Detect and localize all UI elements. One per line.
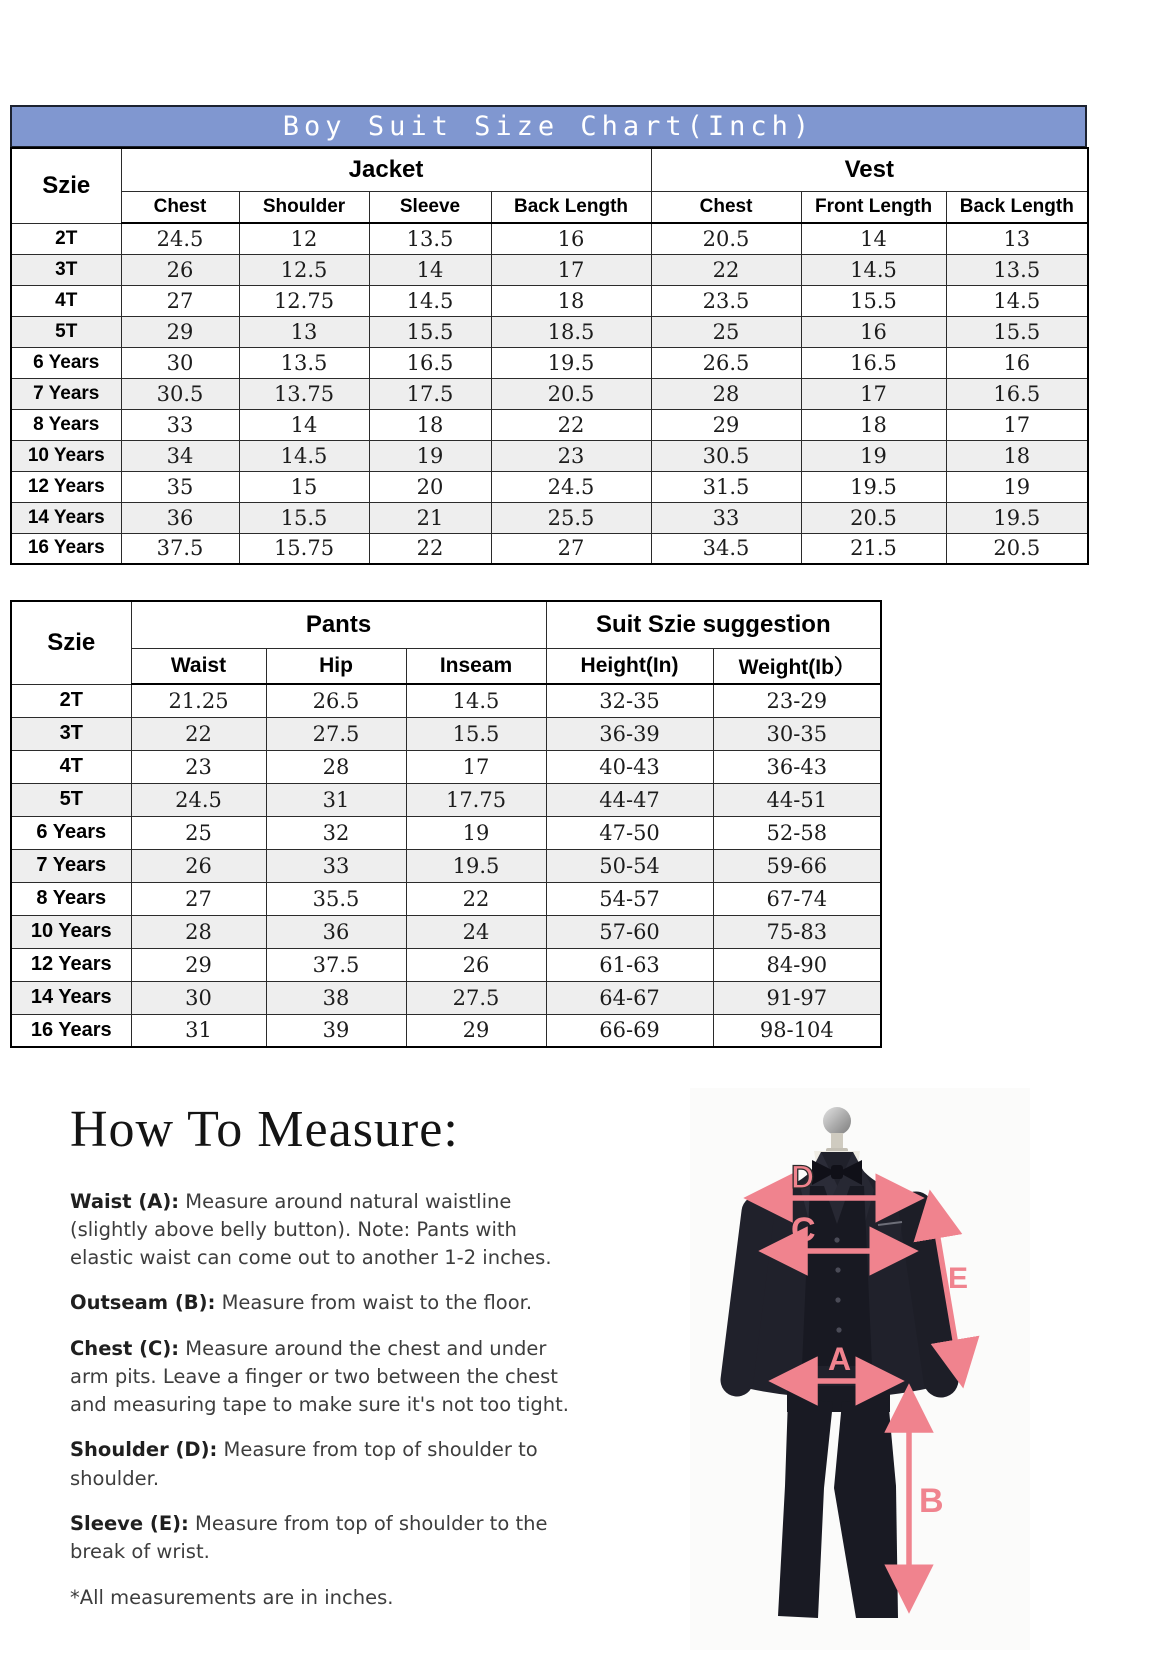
table-cell: 36 xyxy=(266,915,406,948)
table-row xyxy=(11,750,881,783)
row-size-label: 16 Years xyxy=(11,1014,131,1047)
table-cell: 15.75 xyxy=(239,533,369,564)
table-cell: 14 xyxy=(239,409,369,440)
row-size-label: 3T xyxy=(11,254,121,285)
table-row xyxy=(11,1014,881,1047)
table-cell: 26 xyxy=(121,254,239,285)
sleeve-label: E xyxy=(948,1262,969,1295)
table-cell: 20.5 xyxy=(801,502,946,533)
table-row xyxy=(11,502,1088,533)
outseam-label: B xyxy=(919,1482,944,1520)
table-row xyxy=(11,717,881,750)
table-cell: 13 xyxy=(946,223,1088,254)
row-size-label: 5T xyxy=(11,783,131,816)
table-row xyxy=(11,882,881,915)
table-cell: 16.5 xyxy=(369,347,491,378)
table-cell: 17 xyxy=(491,254,651,285)
suggestion-group-header: Suit Szie suggestion xyxy=(546,601,881,649)
table-cell: 27 xyxy=(491,533,651,564)
table-cell: 37.5 xyxy=(266,948,406,981)
column-header: Height(In) xyxy=(546,649,713,685)
vest-group-header: Vest xyxy=(651,148,1088,192)
table-cell: 57-60 xyxy=(546,915,713,948)
waist-label: A xyxy=(828,1341,852,1377)
table-cell: 12 xyxy=(239,223,369,254)
table-cell: 24.5 xyxy=(131,783,266,816)
table-cell: 36-39 xyxy=(546,717,713,750)
table-cell: 22 xyxy=(651,254,801,285)
measure-step-label: Sleeve (E): xyxy=(70,1511,189,1535)
measure-step: Outseam (B): Measure from waist to the floor. xyxy=(70,1291,533,1315)
table-cell: 12.5 xyxy=(239,254,369,285)
table-cell: 13.5 xyxy=(369,223,491,254)
table-cell: 14.5 xyxy=(801,254,946,285)
row-size-label: 6 Years xyxy=(11,347,121,378)
measure-step: Chest (C): Measure around the chest and under arm pits. Leave a finger or two between the chest and measuring tape to make sure it's not too tight. xyxy=(70,1336,569,1417)
table-cell: 59-66 xyxy=(713,849,881,882)
table-cell: 31 xyxy=(131,1014,266,1047)
table-cell: 25.5 xyxy=(491,502,651,533)
how-to-measure-section xyxy=(70,1103,582,1629)
row-size-label: 10 Years xyxy=(11,440,121,471)
table-cell: 29 xyxy=(131,948,266,981)
table-cell: 52-58 xyxy=(713,816,881,849)
table-cell: 36-43 xyxy=(713,750,881,783)
table-cell: 14.5 xyxy=(239,440,369,471)
table-row xyxy=(11,347,1088,378)
table-cell: 12.75 xyxy=(239,285,369,316)
row-size-label: 8 Years xyxy=(11,409,121,440)
table-cell: 66-69 xyxy=(546,1014,713,1047)
table-cell: 29 xyxy=(406,1014,546,1047)
table-cell: 35.5 xyxy=(266,882,406,915)
table-cell: 27.5 xyxy=(266,717,406,750)
table-row xyxy=(11,816,881,849)
table-cell: 13.5 xyxy=(946,254,1088,285)
row-size-label: 6 Years xyxy=(11,816,131,849)
jacket-vest-size-chart xyxy=(10,105,1087,565)
table-cell: 20 xyxy=(369,471,491,502)
row-size-label: 8 Years xyxy=(11,882,131,915)
how-to-measure-heading: How To Measure: xyxy=(70,1101,459,1158)
column-header: Inseam xyxy=(406,649,546,685)
table-cell: 22 xyxy=(369,533,491,564)
table-cell: 84-90 xyxy=(713,948,881,981)
jacket-group-header: Jacket xyxy=(121,148,651,192)
measure-step: Shoulder (D): Measure from top of shoulder to shoulder. xyxy=(70,1438,538,1490)
row-size-label: 14 Years xyxy=(11,502,121,533)
table-cell: 16.5 xyxy=(946,378,1088,409)
table-cell: 30 xyxy=(121,347,239,378)
table-cell: 29 xyxy=(651,409,801,440)
table-cell: 19 xyxy=(406,816,546,849)
table-cell: 19.5 xyxy=(406,849,546,882)
table-cell: 35 xyxy=(121,471,239,502)
table-cell: 23 xyxy=(491,440,651,471)
table-cell: 39 xyxy=(266,1014,406,1047)
jacket-vest-table xyxy=(10,147,1089,565)
row-size-label: 7 Years xyxy=(11,378,121,409)
table-cell: 17 xyxy=(946,409,1088,440)
table-cell: 47-50 xyxy=(546,816,713,849)
table-cell: 19.5 xyxy=(491,347,651,378)
table-cell: 14 xyxy=(369,254,491,285)
column-header: Chest xyxy=(121,192,239,224)
table-cell: 98-104 xyxy=(713,1014,881,1047)
table-cell: 30-35 xyxy=(713,717,881,750)
measure-step: Waist (A): Measure around natural waistline (slightly above belly button). Note: Pants with elastic waist can come out to another 1-2 inches. xyxy=(70,1189,552,1270)
table-row xyxy=(11,223,1088,254)
table-cell: 31 xyxy=(266,783,406,816)
row-size-label: 4T xyxy=(11,750,131,783)
column-header: Sleeve xyxy=(369,192,491,224)
measure-step: Sleeve (E): Measure from top of shoulder to the break of wrist. xyxy=(70,1511,548,1564)
table-cell: 27 xyxy=(131,882,266,915)
row-size-label: 5T xyxy=(11,316,121,347)
suit-illustration xyxy=(690,1088,1030,1650)
table-cell: 54-57 xyxy=(546,882,713,915)
column-header: Front Length xyxy=(801,192,946,224)
table-cell: 32 xyxy=(266,816,406,849)
column-header: Shoulder xyxy=(239,192,369,224)
table-cell: 64-67 xyxy=(546,981,713,1014)
table-cell: 32-35 xyxy=(546,684,713,717)
row-size-label: 7 Years xyxy=(11,849,131,882)
table-cell: 19 xyxy=(946,471,1088,502)
table-cell: 22 xyxy=(131,717,266,750)
table-cell: 29 xyxy=(121,316,239,347)
table-cell: 18 xyxy=(491,285,651,316)
table-row xyxy=(11,981,881,1014)
measure-steps xyxy=(70,1188,582,1567)
table-cell: 15.5 xyxy=(946,316,1088,347)
table-cell: 24.5 xyxy=(491,471,651,502)
table-cell: 16 xyxy=(801,316,946,347)
table-cell: 21 xyxy=(369,502,491,533)
table-cell: 23.5 xyxy=(651,285,801,316)
table-cell: 14.5 xyxy=(946,285,1088,316)
table-cell: 16 xyxy=(946,347,1088,378)
table-cell: 24.5 xyxy=(121,223,239,254)
table-row xyxy=(11,915,881,948)
table-cell: 14.5 xyxy=(406,684,546,717)
table-row xyxy=(11,378,1088,409)
table-cell: 20.5 xyxy=(651,223,801,254)
column-header: Back Length xyxy=(491,192,651,224)
table-cell: 19.5 xyxy=(801,471,946,502)
table-cell: 26 xyxy=(406,948,546,981)
pants-group-header: Pants xyxy=(131,601,546,649)
row-size-label: 2T xyxy=(11,684,131,717)
table-cell: 20.5 xyxy=(946,533,1088,564)
table-cell: 28 xyxy=(651,378,801,409)
table-row xyxy=(11,254,1088,285)
table-cell: 18.5 xyxy=(491,316,651,347)
size-column-header: Szie xyxy=(11,601,131,684)
table-cell: 75-83 xyxy=(713,915,881,948)
table-cell: 27 xyxy=(121,285,239,316)
table-cell: 25 xyxy=(651,316,801,347)
table-cell: 19.5 xyxy=(946,502,1088,533)
table-cell: 15.5 xyxy=(801,285,946,316)
table-cell: 23 xyxy=(131,750,266,783)
chart-title-bar: Boy Suit Size Chart(Inch) xyxy=(10,105,1087,147)
table-row xyxy=(11,285,1088,316)
table-cell: 18 xyxy=(369,409,491,440)
table-cell: 30.5 xyxy=(121,378,239,409)
table-cell: 34.5 xyxy=(651,533,801,564)
column-header: Chest xyxy=(651,192,801,224)
table-cell: 14 xyxy=(801,223,946,254)
measure-step-label: Outseam (B): xyxy=(70,1291,216,1315)
table-row xyxy=(11,849,881,882)
row-size-label: 3T xyxy=(11,717,131,750)
table-row xyxy=(11,684,881,717)
table-cell: 14.5 xyxy=(369,285,491,316)
pants-suggestion-table xyxy=(10,600,882,1048)
table-cell: 13 xyxy=(239,316,369,347)
shoulder-label: D xyxy=(791,1159,815,1195)
table-cell: 17.5 xyxy=(369,378,491,409)
table-cell: 15.5 xyxy=(239,502,369,533)
row-size-label: 12 Years xyxy=(11,471,121,502)
measure-step-label: Chest (C): xyxy=(70,1336,180,1360)
table-row xyxy=(11,948,881,981)
table-cell: 18 xyxy=(801,409,946,440)
row-size-label: 12 Years xyxy=(11,948,131,981)
table-row xyxy=(11,533,1088,564)
table-cell: 22 xyxy=(491,409,651,440)
pocket-square xyxy=(878,1221,902,1242)
table-cell: 28 xyxy=(266,750,406,783)
table-cell: 25 xyxy=(131,816,266,849)
row-size-label: 4T xyxy=(11,285,121,316)
row-size-label: 16 Years xyxy=(11,533,121,564)
row-size-label: 14 Years xyxy=(11,981,131,1014)
row-size-label: 10 Years xyxy=(11,915,131,948)
suit-measurement-figure xyxy=(690,1088,1030,1650)
table-cell: 33 xyxy=(651,502,801,533)
table-cell: 44-47 xyxy=(546,783,713,816)
column-header: Hip xyxy=(266,649,406,685)
table-cell: 34 xyxy=(121,440,239,471)
table-cell: 19 xyxy=(369,440,491,471)
table-cell: 15 xyxy=(239,471,369,502)
table-cell: 27.5 xyxy=(406,981,546,1014)
table-cell: 16 xyxy=(491,223,651,254)
table-cell: 61-63 xyxy=(546,948,713,981)
column-header: Weight(Ib） xyxy=(713,649,881,685)
table-cell: 36 xyxy=(121,502,239,533)
table-cell: 17.75 xyxy=(406,783,546,816)
chest-label: C xyxy=(791,1211,816,1249)
table-cell: 24 xyxy=(406,915,546,948)
column-header: Waist xyxy=(131,649,266,685)
table-cell: 21.25 xyxy=(131,684,266,717)
size-column-header: Szie xyxy=(11,148,121,223)
table-cell: 44-51 xyxy=(713,783,881,816)
table-cell: 38 xyxy=(266,981,406,1014)
table-cell: 37.5 xyxy=(121,533,239,564)
row-size-label: 2T xyxy=(11,223,121,254)
table-cell: 16.5 xyxy=(801,347,946,378)
table-cell: 67-74 xyxy=(713,882,881,915)
table-cell: 40-43 xyxy=(546,750,713,783)
table-row xyxy=(11,471,1088,502)
table-cell: 23-29 xyxy=(713,684,881,717)
table-cell: 91-97 xyxy=(713,981,881,1014)
table-cell: 18 xyxy=(946,440,1088,471)
pants-suggestion-size-chart xyxy=(10,600,880,1048)
table-row xyxy=(11,440,1088,471)
table-cell: 15.5 xyxy=(406,717,546,750)
measurements-footnote: *All measurements are in inches. xyxy=(70,1585,394,1609)
table-cell: 33 xyxy=(121,409,239,440)
table-cell: 31.5 xyxy=(651,471,801,502)
table-cell: 50-54 xyxy=(546,849,713,882)
table-cell: 15.5 xyxy=(369,316,491,347)
table-cell: 13.75 xyxy=(239,378,369,409)
table-cell: 17 xyxy=(406,750,546,783)
table-cell: 17 xyxy=(801,378,946,409)
table-cell: 33 xyxy=(266,849,406,882)
measure-step-label: Shoulder (D): xyxy=(70,1438,218,1462)
table-row xyxy=(11,409,1088,440)
table-cell: 28 xyxy=(131,915,266,948)
column-header: Back Length xyxy=(946,192,1088,224)
table-cell: 30.5 xyxy=(651,440,801,471)
table-row xyxy=(11,316,1088,347)
table-row xyxy=(11,783,881,816)
measure-step-label: Waist (A): xyxy=(70,1189,180,1213)
table-cell: 20.5 xyxy=(491,378,651,409)
table-cell: 21.5 xyxy=(801,533,946,564)
table-cell: 30 xyxy=(131,981,266,1014)
table-cell: 13.5 xyxy=(239,347,369,378)
table-cell: 26 xyxy=(131,849,266,882)
table-cell: 22 xyxy=(406,882,546,915)
table-cell: 26.5 xyxy=(651,347,801,378)
table-cell: 19 xyxy=(801,440,946,471)
table-cell: 26.5 xyxy=(266,684,406,717)
